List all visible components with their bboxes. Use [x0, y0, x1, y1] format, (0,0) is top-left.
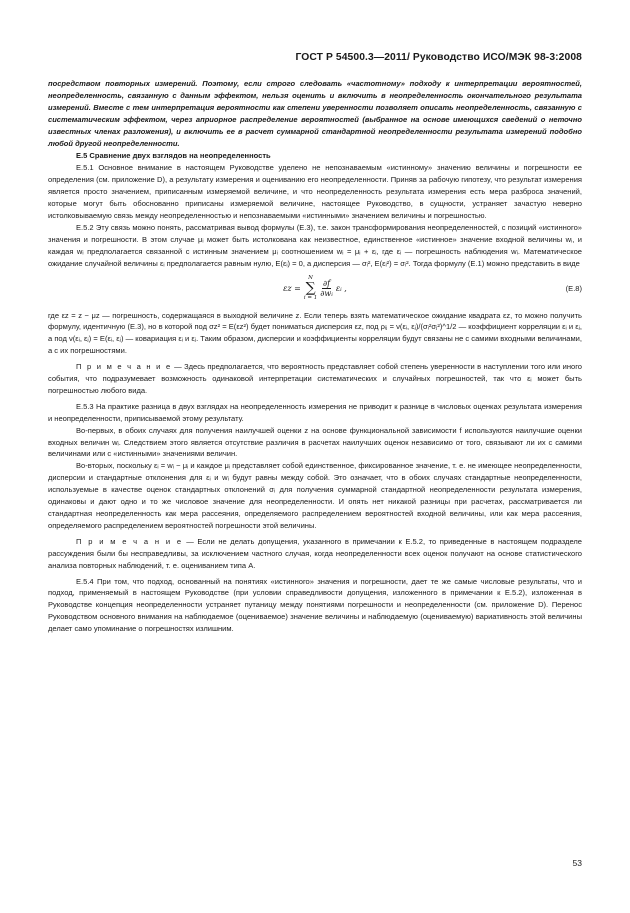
fraction-denominator: ∂wᵢ [320, 289, 333, 298]
formula-number: (Е.8) [565, 283, 582, 293]
sigma-icon: ∑ [305, 280, 316, 296]
sum-upper-limit: N [308, 275, 313, 281]
formula-lhs: εz = [283, 283, 301, 293]
paragraph-e54: Е.5.4 При том, что подход, основанный на понятиях «истинного» значения и погрешности, дает те же самые числовые результаты, что и подход, применяемый в настоящем Руководстве (при условии справедливости допущения, изложенного в примечании к Е.5.2), изложенная в Руководстве концепция неопределенности устраняет путаницу между понятиями погрешности и неопределенности (см. приложение D). Перенос Руководством основного внимания на наблюдаемое (оцениваемое) значение величины и наблюдаемую (оцениваемую) вариативность этой величины делает само упоминание о погрешностях излишним. [48, 576, 582, 634]
note-2 [48, 536, 582, 572]
page-number: 53 [572, 858, 582, 868]
note-2-text: — Если не делать допущения, указанного в примечании к Е.5.2, то приведенные в настоящем подразделе рассуждения были бы несправедливы, за исключением частного случая, когда неопределенности всех оценок получают на основе статистического анализа повторных наблюдений, т. е. оцениванием типа А. [48, 536, 582, 570]
paragraph-first: Во-первых, в обоих случаях для получения наилучшей оценки z на основе функциональной зависимости f используются наилучшие оценки входных величин wᵢ. Следствием этого является отсутствие различия в расчетах наилучших оценок независимо от того, связывают ли их с самими величинами или с «истинными» значениями величин. [48, 425, 582, 459]
intro-paragraph: посредством повторных измерений. Поэтому, если строго следовать «частотному» подходу к интерпретации вероятностей, неопределенность, связанную с данным эффектом, нельзя оценить и включить в неопределенность окончательного результата измерений. Вместе с тем интерпретация вероятности как степени уверенности позволяет описать неопределенность, связанную с систематическим эффектом, через априорное распределение вероятностей (выбранное на основе имеющихся сведений о неточно известных членах разложения), и включить ее в расчет суммарной стандартной неопределенности результата измерений подобно любой другой неопределенности. [48, 79, 582, 148]
sum-operator [304, 275, 317, 302]
note-2-label: П р и м е ч а н и е [76, 536, 183, 546]
note-1-label: П р и м е ч а н и е [76, 362, 172, 372]
note-1 [48, 361, 582, 397]
formula-e8 [48, 272, 582, 306]
paragraph-e52-part1: Е.5.2 Эту связь можно понять, рассматривая вывод формулы (Е.3), т.е. закон трансформирования неопределенностей, с позиций «истинного» значения и погрешности. В этом случае μᵢ может быть истолкована как неизвестное, единственное «истинное» значение входной величины wᵢ, и каждая wᵢ предполагается связанной с истинным значением μᵢ соотношением wᵢ = μᵢ + εᵢ, где εᵢ — погрешность наблюдения wᵢ. Математическое ожидание случайной величины εᵢ предполагается равным нулю, E(εᵢ) = 0, а дисперсия — σᵢ², E(εᵢ²) = σᵢ². Тогда формулу (Е.1) можно представить в виде [48, 222, 582, 268]
formula-tail: εᵢ , [335, 283, 347, 293]
section-title: Е.5 Сравнение двух взглядов на неопределенность [76, 151, 271, 161]
note-1-text: — Здесь предполагается, что вероятность представляет собой степень уверенности в наступлении того или иного события, что подразумевает возможность одинаковой интерпретации систематических и случайных погрешностей, так что εᵢ может быть погрешностью любого вида. [48, 362, 582, 395]
sum-lower-limit: i = 1 [303, 295, 318, 301]
paragraph-e51: Е.5.1 Основное внимание в настоящем Руководстве уделено не непознаваемым «истинному» значению величины и погрешности ее определения (см. приложение D), а результату измерения и оцениванию его неопределенности. Приняв за рабочую гипотезу, что результат измерения является просто значением, приписанным измеряемой величине, и что неопределенность результата измерения есть мера разброса значений, которые могут быть обоснованно приписаны измеряемой величине, настоящее Руководство, в сущности, устраняет зачастую неверно истолковываемую связь между неопределенностью и непознаваемыми «истинными» значением величины и погрешностью. [48, 163, 582, 220]
page-header: ГОСТ Р 54500.3—2011/ Руководство ИСО/МЭК 98-3:2008 [295, 52, 582, 63]
paragraph-e53: Е.5.3 На практике разница в двух взглядах на неопределенность измерения не приводит к разнице в числовых оценках результата измерения и неопределенности, приписываемой этому результату. [48, 401, 582, 423]
partial-derivative-fraction [320, 279, 333, 298]
paragraph-e52-part2: где εz = z − μz — погрешность, содержащаяся в выходной величине z. Если теперь взять математическое ожидание квадрата εz, то можно получить формулу, идентичную (Е.3), но в которой под σz² = E(εz²) будет пониматься дисперсия εz, под ρᵢⱼ = ν(εᵢ, εⱼ)/(σᵢ²σⱼ²)^1/2 — коэффициент корреляции εᵢ и εⱼ, а под ν(εᵢ, εⱼ) = E(εᵢ, εⱼ) — ковариация εᵢ и εⱼ. Таким образом, дисперсии и коэффициенты корреляции будут связаны не с самими входными величинами, а с их погрешностями. [48, 310, 582, 356]
page-body [48, 78, 582, 635]
paragraph-second: Во-вторых, поскольку εᵢ = wᵢ − μᵢ и каждое μᵢ представляет собой единственное, фиксированное значение, т. е. не имеющее неопределенности, дисперсии и стандартные отклонения для εᵢ и wᵢ будут равны между собой. Это означает, что в обоих случаях стандартные неопределенности, используемые в качестве оценок стандартных отклонений σᵢ для получения суммарной стандартной неопределенности результата измерения, одинаковы и дают одно и то же числовое значение для неопределенности. И опять нет никакой разницы при расчетах, рассматривается ли стандартная неопределенность как мера рассеяния, определяемого распределением вероятностей входной величины, или как мера рассеяния, определяемого распределением вероятностей погрешности этой величины. [48, 461, 582, 530]
fraction-numerator: ∂f [323, 279, 331, 288]
